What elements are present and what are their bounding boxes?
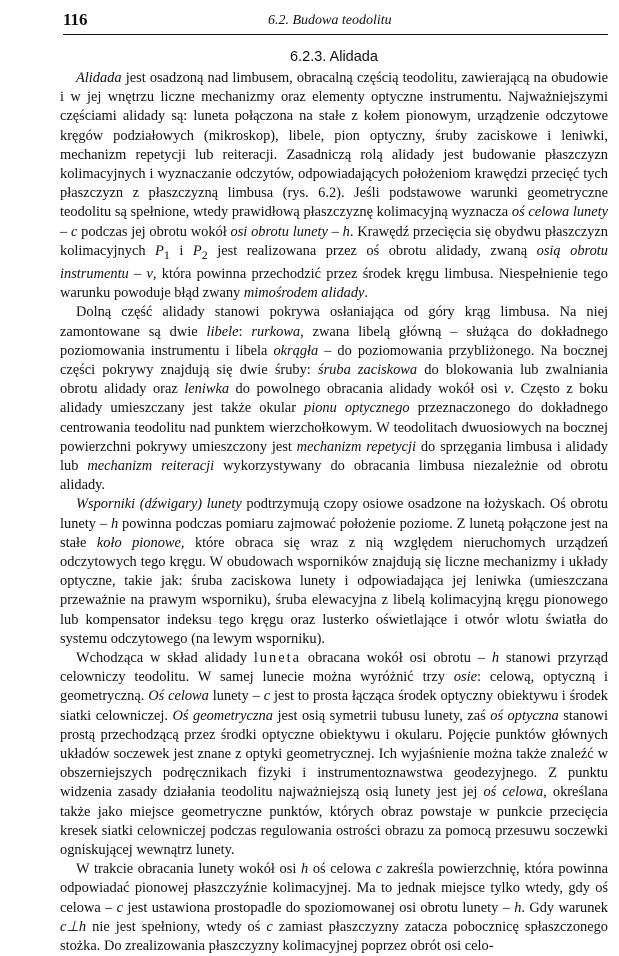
subscript: 1	[163, 247, 170, 262]
symbol-c: c	[266, 918, 273, 935]
page-header	[63, 10, 608, 38]
text-run: oś celowa	[308, 861, 376, 878]
text-run: do sprzęgania limbusa i alidady lub	[60, 438, 608, 474]
section-title: 6.2.3. Alidada	[290, 49, 378, 65]
body-text	[60, 69, 608, 956]
symbol-p: P	[155, 242, 164, 259]
text-run: zakreśla powierzchnię, która powinna odpowiadać pionowej płaszczyźnie kolimacyjnej. Ma to jednak miejsce tylko wtedy, gdy oś celowa –	[60, 861, 608, 916]
text-run: podczas jej obrotu wokół	[77, 223, 231, 240]
subscript: 2	[201, 247, 208, 262]
term-pion-optyczny: pionu optycznego	[304, 400, 410, 417]
paragraph-plaszczyzna-kolimacyjna	[60, 860, 608, 956]
text-run: –	[128, 265, 147, 282]
term-os-optyczna: oś optyczna	[490, 707, 559, 724]
symbol-c: c	[375, 861, 383, 878]
text-run: :	[238, 323, 252, 340]
term-mechanizm-repetycji: mechanizm repetycji	[296, 438, 417, 455]
term-rurkowa: rurkowa	[251, 323, 301, 340]
term-mechanizm-reiteracji: mechanizm reiteracji	[87, 457, 215, 474]
paragraph-alidada-definition	[60, 69, 608, 303]
text-run: , która powinna przechodzić przez środek kręgu limbusa. Niespełnienie tego warunku powoduje błąd zwany	[60, 265, 608, 302]
text-run: podtrzymują czopy osiowe osadzone na łożyskach. Oś obrotu lunety –	[60, 496, 608, 532]
text-run: .	[364, 285, 369, 302]
text-run: jest to prosta łącząca środek optyczny obiektywu i środek siatki celowniczej.	[60, 688, 609, 724]
term-osie: osie	[453, 669, 478, 686]
text-run: Dolną część alidady stanowi pokrywa osłaniająca od góry krąg limbusa. Na niej zamontowane są dwie	[60, 304, 608, 340]
term-leniwka: leniwka	[184, 381, 230, 398]
paragraph-wsporniki	[60, 495, 608, 649]
text-run: : celową, optyczną i geometryczną.	[60, 669, 608, 705]
text-run: nie jest spełniony, wtedy oś	[86, 918, 267, 935]
term-sruba-zaciskowa: śruba zaciskowa	[317, 361, 418, 378]
term-os-celowa: oś celowa lunety	[511, 204, 608, 221]
term-libele: libele	[206, 323, 239, 340]
text-run: jest ustawiona prostopadle do spoziomowanej osi obrotu lunety –	[123, 899, 515, 916]
text-run: lunety –	[208, 688, 264, 705]
symbol-p: P	[192, 242, 202, 259]
symbol-h: h	[110, 515, 119, 532]
text-run: Wchodząca w skład alidady	[76, 649, 254, 666]
term-os-obrotu-instrumentu: osią obrotu instrumentu	[60, 242, 608, 282]
term-luneta: luneta	[253, 649, 302, 666]
term-alidada: Alidada	[76, 70, 122, 86]
text-run: . Gdy warunek	[521, 899, 609, 916]
text-run: stanowi przyrząd celowniczy teodolitu. W samej lunecie można wyróżnić trzy	[60, 649, 608, 686]
term-os-celowa: Oś celowa	[148, 688, 209, 705]
text-run: , zwana libelą główną – służąca do dokładnego poziomowania instrumentu i libela	[60, 323, 608, 359]
page-number: 116	[63, 10, 88, 29]
symbol-c: c	[263, 688, 271, 705]
symbol-c: c	[70, 223, 78, 240]
term-os-celowa: oś celowa	[483, 784, 544, 801]
text-run: do powolnego obracania alidady wokół osi	[229, 381, 505, 398]
text-run: – do poziomowania przybliżonego. Na bocznej części pokrywy znajdują się dwie śruby:	[60, 342, 608, 378]
symbol-c: c	[116, 899, 124, 916]
paragraph-pokrywa	[60, 303, 608, 495]
text-run: obracana wokół osi obrotu –	[301, 649, 492, 666]
text-run: –	[60, 223, 71, 240]
text-run: zamiast płaszczyzny zatacza pobocznicę spłaszczonego stożka. Do zrealizowania płaszczyzny kolimacyjnej poprzez obrót osi celo-	[60, 918, 608, 955]
text-run: jest osadzoną nad limbusem, obracalną częścią teodolitu, zawierającą na obudowie i w jej wnętrzu liczne mechanizmy oraz elementy optyczne instrumentu. Najważniejszymi częściami alidady są: luneta połączona na stałe z kołem pionowym, urządzenie odczytowe kręgów podziałowych (mikroskop), libele, pion optyczny, śruby zaciskowe i leniwki, mechanizm repetycji lub reiteracji. Zasadniczą rolą alidady jest budowanie płaszczyzn kolimacyjnych i wyznaczanie odczytów, odpowiadających położeniom krawędzi przecięć tych płaszczyzn z płaszczyzną limbusa (rys. 6.2). Jeśli podstawowe warunki geometryczne teodolitu są spełnione, wtedy prawidłową płaszczyznę kolimacyjną wyznacza	[60, 70, 608, 221]
term-okragla: okrągła	[273, 342, 319, 359]
running-title: 6.2. Budowa teodolitu	[268, 13, 392, 28]
symbol-h: h	[300, 861, 309, 878]
text-run: W trakcie obracania lunety wokół osi	[76, 861, 301, 878]
header-rule	[63, 34, 608, 35]
text-run: –	[327, 223, 343, 240]
text-run: jest realizowana przez oś obrotu alidady, zwaną	[207, 242, 537, 259]
condition-c-perp-h: c⊥h	[60, 918, 87, 935]
text-run: . Krawędź przecięcia się obydwu płaszczyzn kolimacyjnych	[60, 223, 609, 259]
text-run: , określana także jako miejsce geometryczne punktów, których obraz powstaje w punkcie przecięcia kresek siatki celowniczej podczas regulowania ostrości obrazu za pomocą przesuwu soczewki ogniskującej wewnątrz lunety.	[60, 784, 609, 858]
symbol-v: v	[504, 381, 511, 398]
text-run: przeznaczonego do dokładnego centrowania teodolitu nad punktem wierzchołkowym. W teodolitach dwuosiowych na bocznej powierzchni pokrywy umieszczony jest	[60, 400, 608, 455]
text-run: jest osią symetrii tubusu lunety, zaś	[272, 707, 491, 724]
text-run: stanowi prostą przechodzącą przez środki optyczne obiektywu i okularu. Pojęcie punktów głównych układów soczewek jest znane z optyki geometrycznej. Ich wyjaśnienie można także znaleźć w obszerniejszych podręcznikach fizyki i instrumentoznawstwa geodezyjnego. Z punktu widzenia zasady działania teodolitu najważniejszą osią lunety jest jej	[60, 707, 608, 801]
term-os-obrotu-lunety: osi obrotu lunety	[230, 223, 328, 240]
text-run: i	[169, 242, 193, 259]
symbol-v: v	[146, 265, 153, 282]
paragraph-luneta	[60, 649, 608, 860]
text-run: do blokowania lub zwalniania obrotu alidady oraz	[60, 361, 608, 398]
term-wsporniki: Wsporniki (dźwigary) lunety	[76, 496, 242, 513]
text-run: powinna podczas pomiaru zajmować położenie poziome. Z lunetą połączone jest na stałe	[60, 515, 608, 551]
symbol-h: h	[514, 899, 522, 916]
text-run: wykorzystywany do obracania limbusa niezależnie od obrotu alidady.	[60, 457, 608, 494]
term-kolo-pionowe: koło pionowe	[96, 534, 181, 551]
term-os-geometryczna: Oś geometryczna	[172, 707, 273, 724]
text-run: . Często z boku alidady umieszczany jest także okular	[60, 381, 609, 417]
text-run: , które obraca się wraz z nią względem nieruchomych urządzeń odczytowych tego kręgu. W obudowach wsporników znajdują się liczne mechanizmy i układy optyczne, takie jak: śruba zaciskowa lunety i odpowiadająca jej leniwka (umieszczana przeważnie na prawym wsporniku), śruba elewacyjna z libelą kolimacyjną kręgu pionowego lub kompensator indeksu tego kręgu oraz lusterko oświetlające i otwór wlotu światła do systemu odczytowego (na lewym wsporniku).	[60, 534, 609, 647]
term-mimosrod-alidady: mimośrodem alidady	[243, 285, 365, 302]
symbol-h: h	[342, 223, 350, 240]
symbol-h: h	[491, 649, 500, 666]
